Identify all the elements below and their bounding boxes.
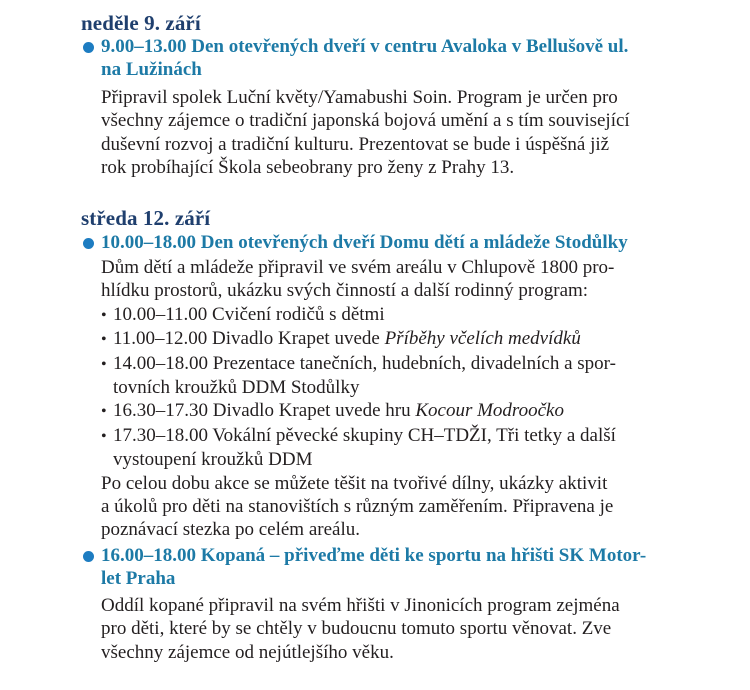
description-line: Po celou dobu akce se můžete těšit na tvořivé dílny, ukázky aktivit <box>101 472 608 494</box>
program-item <box>101 303 661 327</box>
description-line: všechny zájemce od nejútlejšího věku. <box>101 641 394 663</box>
list-bullet-icon: • <box>101 355 107 373</box>
program-item <box>101 399 661 423</box>
event-title-line: 16.00–18.00 Kopaná – přiveďme děti ke sportu na hřišti SK Motor- <box>101 545 647 566</box>
program-item-text: 14.00–18.00 Prezentace tanečních, hudebních, divadelních a spor- <box>113 352 616 374</box>
description-line: rok probíhající Škola sebeobrany pro ženy z Prahy 13. <box>101 157 515 179</box>
program-item-title: Kocour Modroočko <box>415 400 564 422</box>
description-line: hlídku prostorů, ukázku svých činností a další rodinný program: <box>101 280 589 302</box>
event-description-kopana <box>101 594 661 664</box>
description-line: poznávací stezka po celém areálu. <box>101 519 360 541</box>
event-title-ddm-stodulky <box>101 231 661 254</box>
description-line: Připravil spolek Luční květy/Yamabushi Soin. Program je určen pro <box>101 87 618 108</box>
list-bullet-icon: • <box>101 403 107 421</box>
event-description-ddm-stodulky <box>101 256 661 542</box>
list-bullet-icon: • <box>101 331 107 349</box>
event-bullet-icon <box>83 238 94 249</box>
description-line: Oddíl kopané připravil na svém hřišti v Jinonicích program zejména <box>101 595 620 616</box>
day-heading-wednesday: středa 12. září <box>81 206 211 230</box>
program-item-text: 16.30–17.30 Divadlo Krapet uvede hru <box>113 400 416 422</box>
description-line: všechny zájemce o tradiční japonská bojová umění a s tím související <box>101 110 630 132</box>
event-title-line: let Praha <box>101 568 176 589</box>
day-heading-sunday: neděle 9. září <box>81 11 201 35</box>
list-bullet-icon: • <box>101 306 107 324</box>
event-title-kopana <box>101 544 661 590</box>
description-line: duševní rozvoj a tradiční kulturu. Prezentovat se bude i úspěšná již <box>101 133 610 155</box>
program-item <box>101 352 661 376</box>
program-item <box>101 424 661 448</box>
program-item-title: Příběhy včelích medvídků <box>384 328 581 350</box>
event-bullet-icon <box>83 42 94 53</box>
program-item <box>101 327 661 351</box>
program-list <box>101 303 661 472</box>
event-title-line: na Lužinách <box>101 59 202 80</box>
program-item-continuation: vystoupení kroužků DDM <box>113 449 313 471</box>
event-title-line: 9.00–13.00 Den otevřených dveří v centru Avaloka v Bellušově ul. <box>101 36 629 57</box>
event-title-line: 10.00–18.00 Den otevřených dveří Domu dětí a mládeže Stodůlky <box>101 232 628 253</box>
program-item-text: 10.00–11.00 Cvičení rodičů s dětmi <box>113 303 385 325</box>
event-bullet-icon <box>83 551 94 562</box>
program-item-text: 11.00–12.00 Divadlo Krapet uvede <box>113 328 385 350</box>
list-bullet-icon: • <box>101 427 107 445</box>
description-line: Dům dětí a mládeže připravil ve svém areálu v Chlupově 1800 pro- <box>101 257 615 278</box>
description-line: pro děti, které by se chtěly v budoucnu tomuto sportu věnovat. Zve <box>101 618 612 640</box>
event-description-avaloka <box>101 86 661 180</box>
description-line: a úkolů pro děti na stanovištích s různým zaměřením. Připravena je <box>101 496 614 518</box>
program-item-text: 17.30–18.00 Vokální pěvecké skupiny CH–TDŽI, Tři tetky a další <box>113 424 616 446</box>
program-item-continuation: tovních kroužků DDM Stodůlky <box>113 377 360 399</box>
event-title-avaloka <box>101 35 661 81</box>
